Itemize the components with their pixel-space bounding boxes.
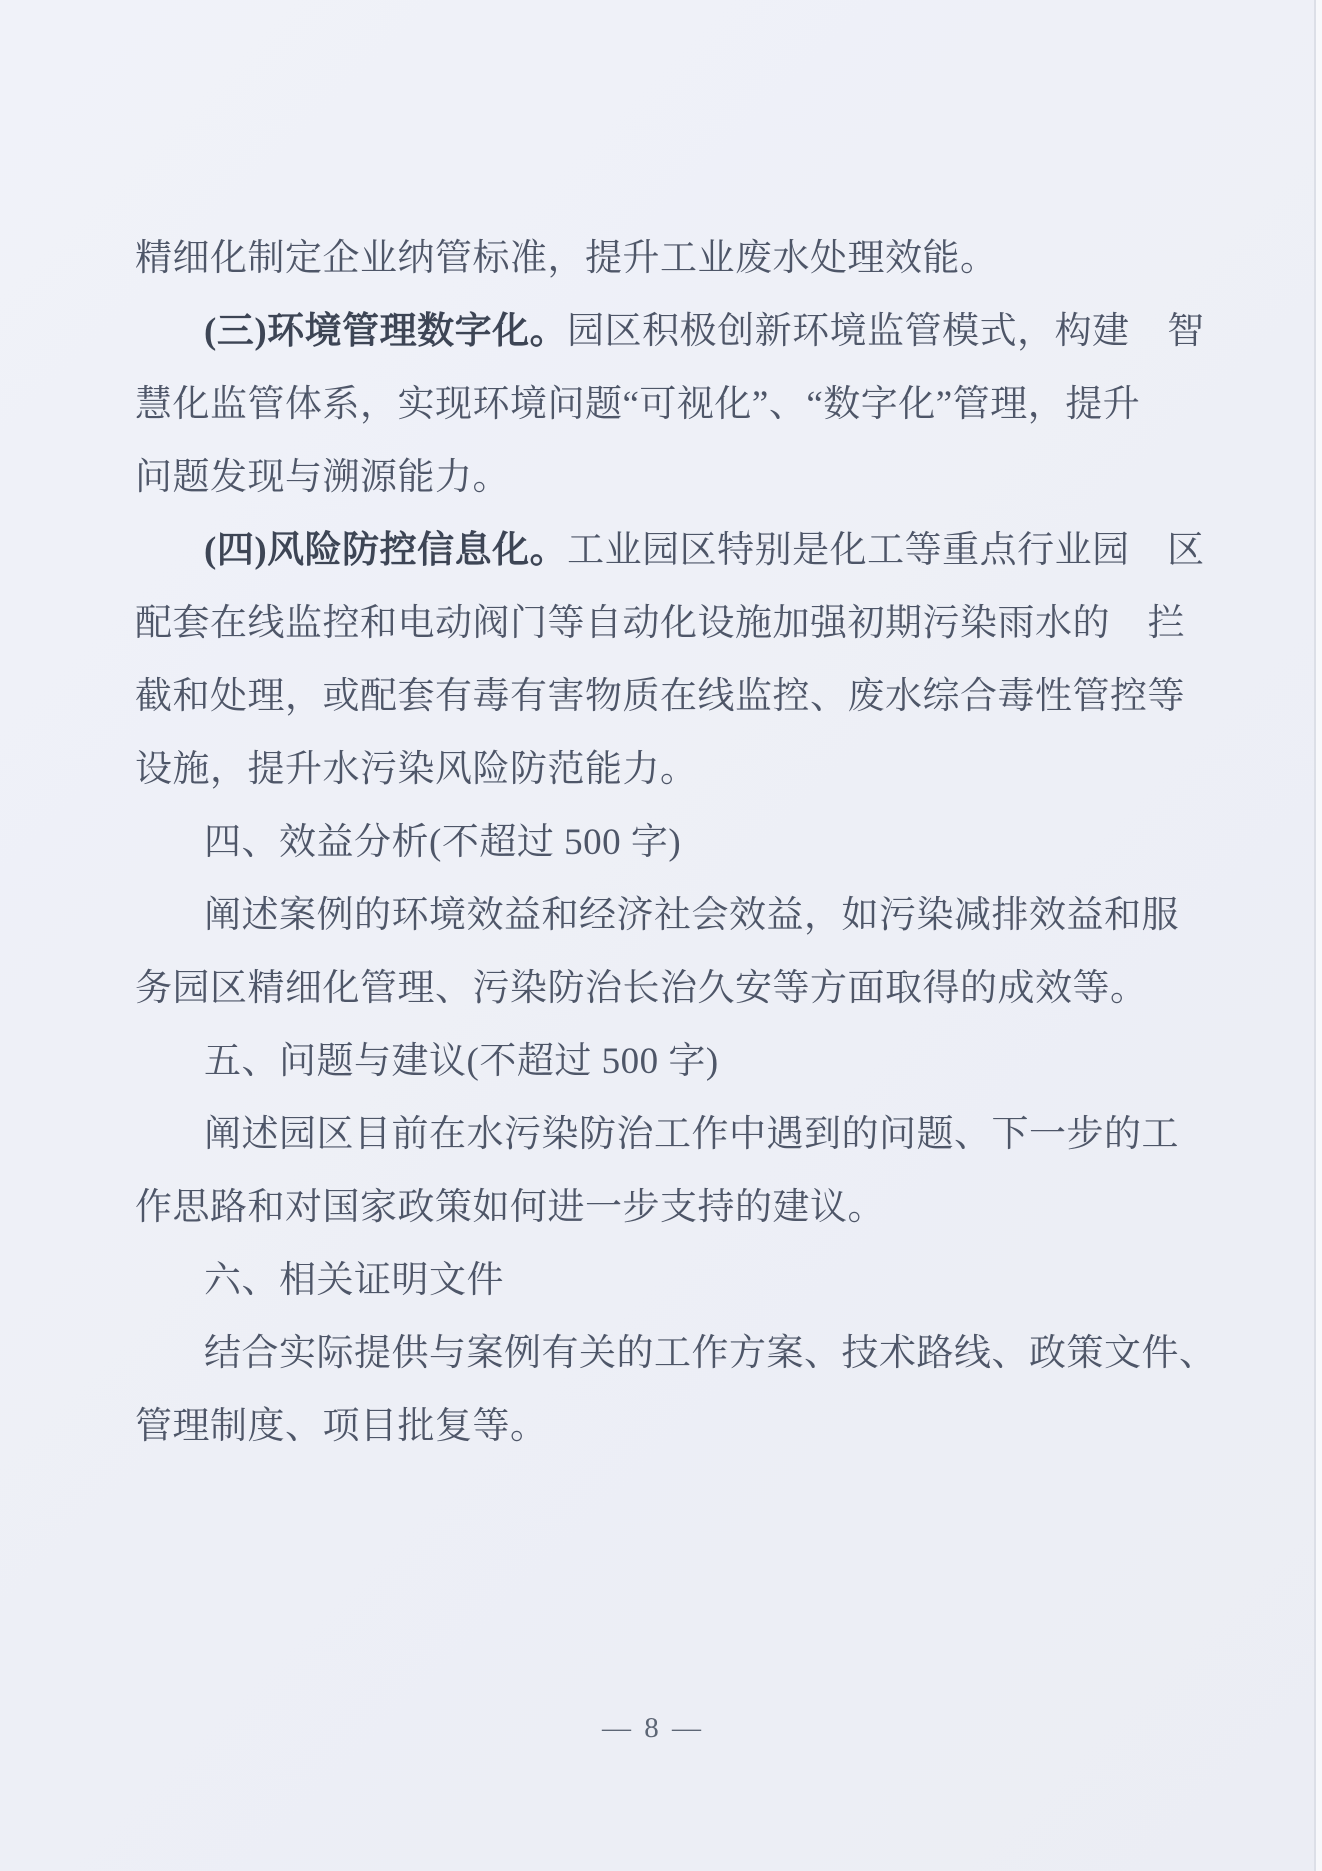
text-line <box>135 660 1210 733</box>
page-number: — 8 — <box>602 1712 704 1744</box>
body-text: 结合实际提供与案例有关的工作方案、技术路线、政策文件、 <box>204 1333 1217 1374</box>
text-line <box>135 222 1210 295</box>
text-line <box>135 1244 1210 1317</box>
body-text: 慧化监管体系，实现环境问题“可视化”、“数字化”管理，提升 <box>135 384 1141 425</box>
body-text: 作思路和对国家政策如何进一步支持的建议。 <box>135 1187 885 1228</box>
body-text: 管理制度、项目批复等。 <box>135 1406 548 1447</box>
text-line <box>135 514 1210 587</box>
text-line <box>135 295 1210 368</box>
body-text: 配套在线监控和电动阀门等自动化设施加强初期污染雨水的 拦 <box>135 603 1185 644</box>
text-line <box>135 733 1210 806</box>
text-line <box>135 1025 1210 1098</box>
text-line <box>135 587 1210 660</box>
text-line <box>135 879 1210 952</box>
body-text: 精细化制定企业纳管标准，提升工业废水处理效能。 <box>135 238 998 279</box>
body-text: 设施，提升水污染风险防范能力。 <box>135 749 698 790</box>
text-line <box>135 806 1210 879</box>
body-text: 阐述园区目前在水污染防治工作中遇到的问题、下一步的工 <box>204 1114 1179 1155</box>
body-text: 工业园区特别是化工等重点行业园 区 <box>567 530 1205 571</box>
body-text: 五、问题与建议(不超过 500 字) <box>204 1041 719 1082</box>
text-line <box>135 368 1210 441</box>
body-text: 阐述案例的环境效益和经济社会效益，如污染减排效益和服 <box>204 895 1179 936</box>
section-heading-text: (四)风险防控信息化。 <box>204 530 568 571</box>
text-line <box>135 1171 1210 1244</box>
body-text: 务园区精细化管理、污染防治长治久安等方面取得的成效等。 <box>135 968 1148 1009</box>
scan-right-edge <box>1314 0 1322 1871</box>
body-text: 园区积极创新环境监管模式，构建 智 <box>567 311 1205 352</box>
document-body <box>135 222 1217 1463</box>
text-line <box>135 1390 1210 1463</box>
text-line <box>135 441 1210 514</box>
body-text: 四、效益分析(不超过 500 字) <box>204 822 682 863</box>
text-line <box>135 1098 1210 1171</box>
body-text: 问题发现与溯源能力。 <box>135 457 510 498</box>
text-line <box>135 1317 1217 1390</box>
text-line <box>135 952 1210 1025</box>
body-text: 六、相关证明文件 <box>204 1260 504 1301</box>
section-heading-text: (三)环境管理数字化。 <box>204 311 568 352</box>
body-text: 截和处理，或配套有毒有害物质在线监控、废水综合毒性管控等 <box>135 676 1185 717</box>
